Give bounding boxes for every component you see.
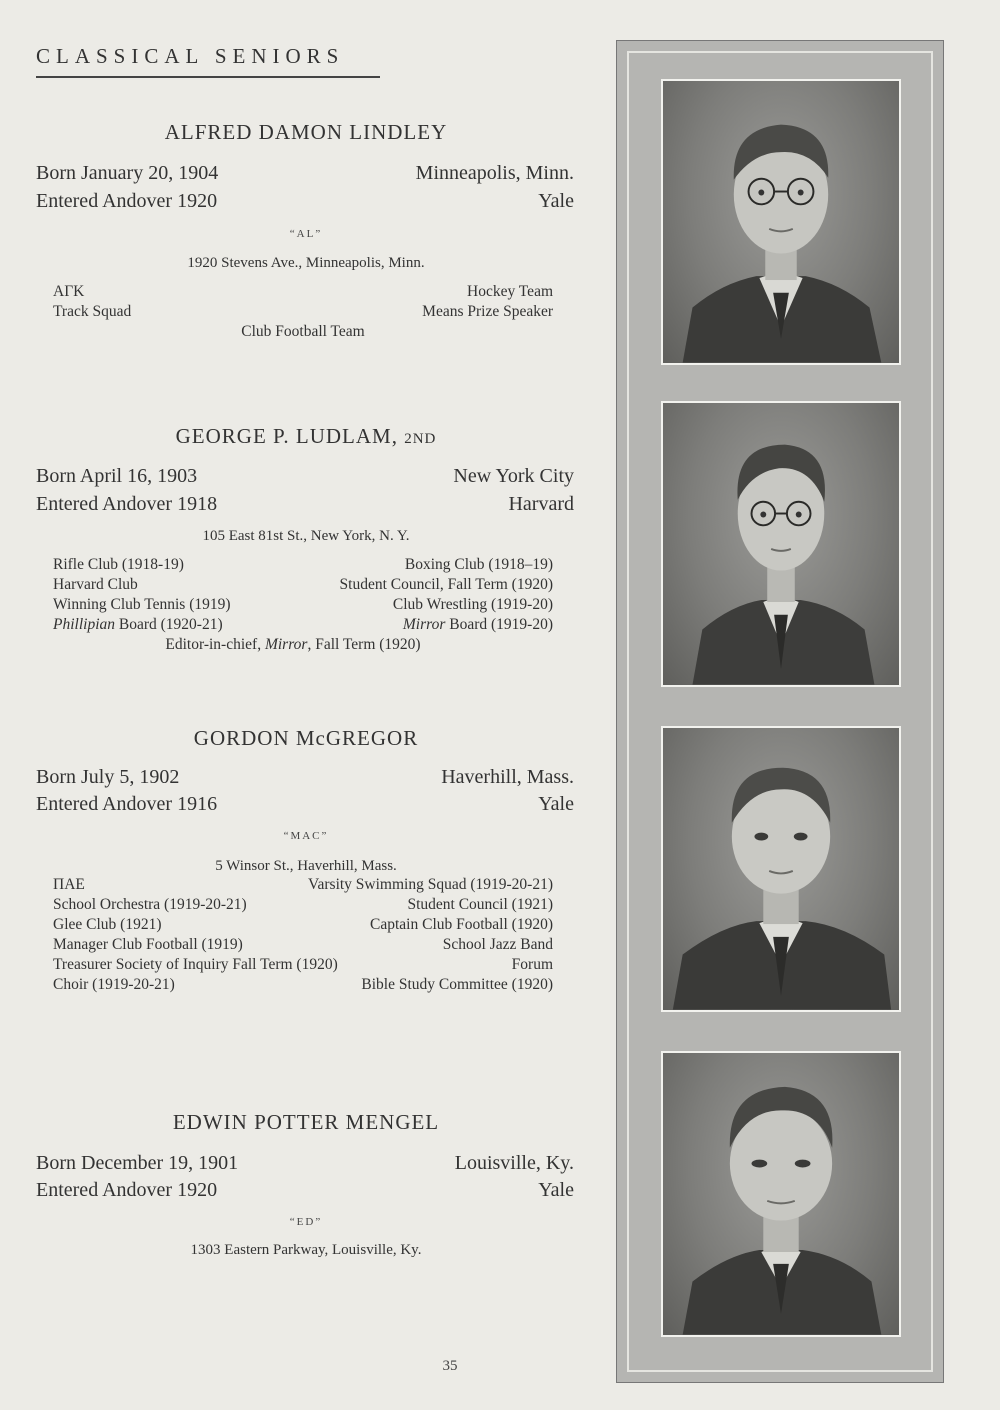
activity: Club Football Team: [241, 323, 365, 340]
entered-year: Entered Andover 1920: [36, 1179, 218, 1201]
activity-row: [53, 576, 553, 596]
activity: Forum: [511, 956, 553, 973]
activity-row: [53, 936, 553, 956]
activity: Varsity Swimming Squad (1919-20-21): [308, 876, 553, 893]
college: Yale: [538, 793, 574, 815]
nickname: “AL”: [289, 228, 323, 240]
activity-row: [53, 616, 553, 636]
born-date: Born April 16, 1903: [36, 465, 198, 487]
portrait-mengel: [663, 1053, 899, 1335]
activity: Glee Club (1921): [53, 916, 162, 933]
address: 1920 Stevens Ave., Minneapolis, Minn.: [187, 255, 425, 271]
activity-row: [53, 283, 553, 303]
entered-line: [36, 793, 574, 819]
activity: [403, 616, 553, 634]
activity: Means Prize Speaker: [422, 303, 553, 320]
portrait-photo: [661, 401, 901, 687]
college: Harvard: [508, 493, 574, 515]
portrait-mcgregor: [663, 728, 899, 1010]
student-name: EDWIN POTTER MENGEL: [172, 1110, 440, 1134]
activity: ΑΓΚ: [53, 283, 85, 300]
entered-year: Entered Andover 1916: [36, 793, 218, 815]
born-place: Haverhill, Mass.: [441, 766, 574, 788]
portrait-photo: [661, 1051, 901, 1337]
activity: Manager Club Football (1919): [53, 936, 243, 953]
portrait-lindley: [663, 81, 899, 363]
activity: Hockey Team: [467, 283, 553, 300]
activity: ΠΑΕ: [53, 876, 85, 893]
activity-row: [53, 303, 553, 323]
born-date: Born December 19, 1901: [36, 1152, 239, 1174]
portrait-photo: [661, 726, 901, 1012]
born-line: [36, 1152, 574, 1178]
address: 105 East 81st St., New York, N. Y.: [202, 528, 410, 544]
activity-text: Editor-in-chief,: [165, 636, 265, 653]
activity-row: [53, 896, 553, 916]
student-name: ALFRED DAMON LINDLEY: [164, 120, 448, 144]
activity: Captain Club Football (1920): [370, 916, 553, 933]
activity: Club Wrestling (1919-20): [392, 596, 553, 613]
activity: Student Council (1921): [407, 896, 553, 913]
activity: Track Squad: [53, 303, 132, 320]
section-rule: [36, 76, 380, 78]
activity-text: Board (1920-21): [115, 616, 223, 633]
portrait-photo: [661, 79, 901, 365]
activity-row: [53, 636, 553, 656]
activity: Rifle Club (1918-19): [53, 556, 184, 573]
name-text: GEORGE P. LUDLAM,: [175, 424, 398, 448]
portrait-ludlam: [663, 403, 899, 685]
photo-strip: [616, 40, 944, 1383]
born-line: [36, 766, 574, 792]
entered-line: [36, 493, 574, 519]
activity: Choir (1919-20-21): [53, 976, 175, 993]
entered-line: [36, 1179, 574, 1205]
entered-line: [36, 190, 574, 216]
activity-row: [53, 916, 553, 936]
activity: School Jazz Band: [442, 936, 553, 953]
born-place: Louisville, Ky.: [454, 1152, 574, 1174]
section-title: CLASSICAL SENIORS: [36, 44, 345, 68]
activity: [53, 616, 223, 634]
activity-row: [53, 556, 553, 576]
name-suffix: 2ND: [404, 431, 437, 447]
activity-text: , Fall Term (1920): [307, 636, 421, 653]
born-line: [36, 465, 574, 491]
activity-row: [53, 976, 553, 996]
activity: Boxing Club (1918–19): [404, 556, 553, 573]
born-place: Minneapolis, Minn.: [415, 162, 574, 184]
publication-name: Mirror: [402, 616, 446, 633]
college: Yale: [538, 1179, 574, 1201]
activity-row: [53, 876, 553, 896]
nickname: “MAC”: [283, 830, 329, 842]
activity: Bible Study Committee (1920): [361, 976, 553, 993]
born-place: New York City: [453, 465, 574, 487]
college: Yale: [538, 190, 574, 212]
activity: Student Council, Fall Term (1920): [339, 576, 553, 593]
address: 5 Winsor St., Haverhill, Mass.: [215, 858, 397, 874]
entered-year: Entered Andover 1920: [36, 190, 218, 212]
publication-name: Mirror: [264, 636, 308, 653]
activity: Winning Club Tennis (1919): [53, 596, 231, 613]
born-date: Born January 20, 1904: [36, 162, 219, 184]
student-name: [36, 424, 576, 449]
activity: School Orchestra (1919-20-21): [53, 896, 247, 913]
nickname: “ED”: [289, 1216, 323, 1228]
publication-name: Phillipian: [53, 616, 115, 633]
activity: Treasurer Society of Inquiry Fall Term (1920): [53, 956, 338, 973]
born-line: [36, 162, 574, 188]
activity-row: [53, 596, 553, 616]
activity-row: [53, 956, 553, 976]
activity-row: [53, 323, 553, 343]
entered-year: Entered Andover 1918: [36, 493, 218, 515]
activity: [53, 636, 533, 654]
born-date: Born July 5, 1902: [36, 766, 180, 788]
page-number: 35: [442, 1358, 458, 1374]
activity: Harvard Club: [53, 576, 138, 593]
activity-text: Board (1919-20): [445, 616, 553, 633]
address: 1303 Eastern Parkway, Louisville, Ky.: [190, 1242, 422, 1258]
student-name: GORDON McGREGOR: [193, 726, 419, 750]
